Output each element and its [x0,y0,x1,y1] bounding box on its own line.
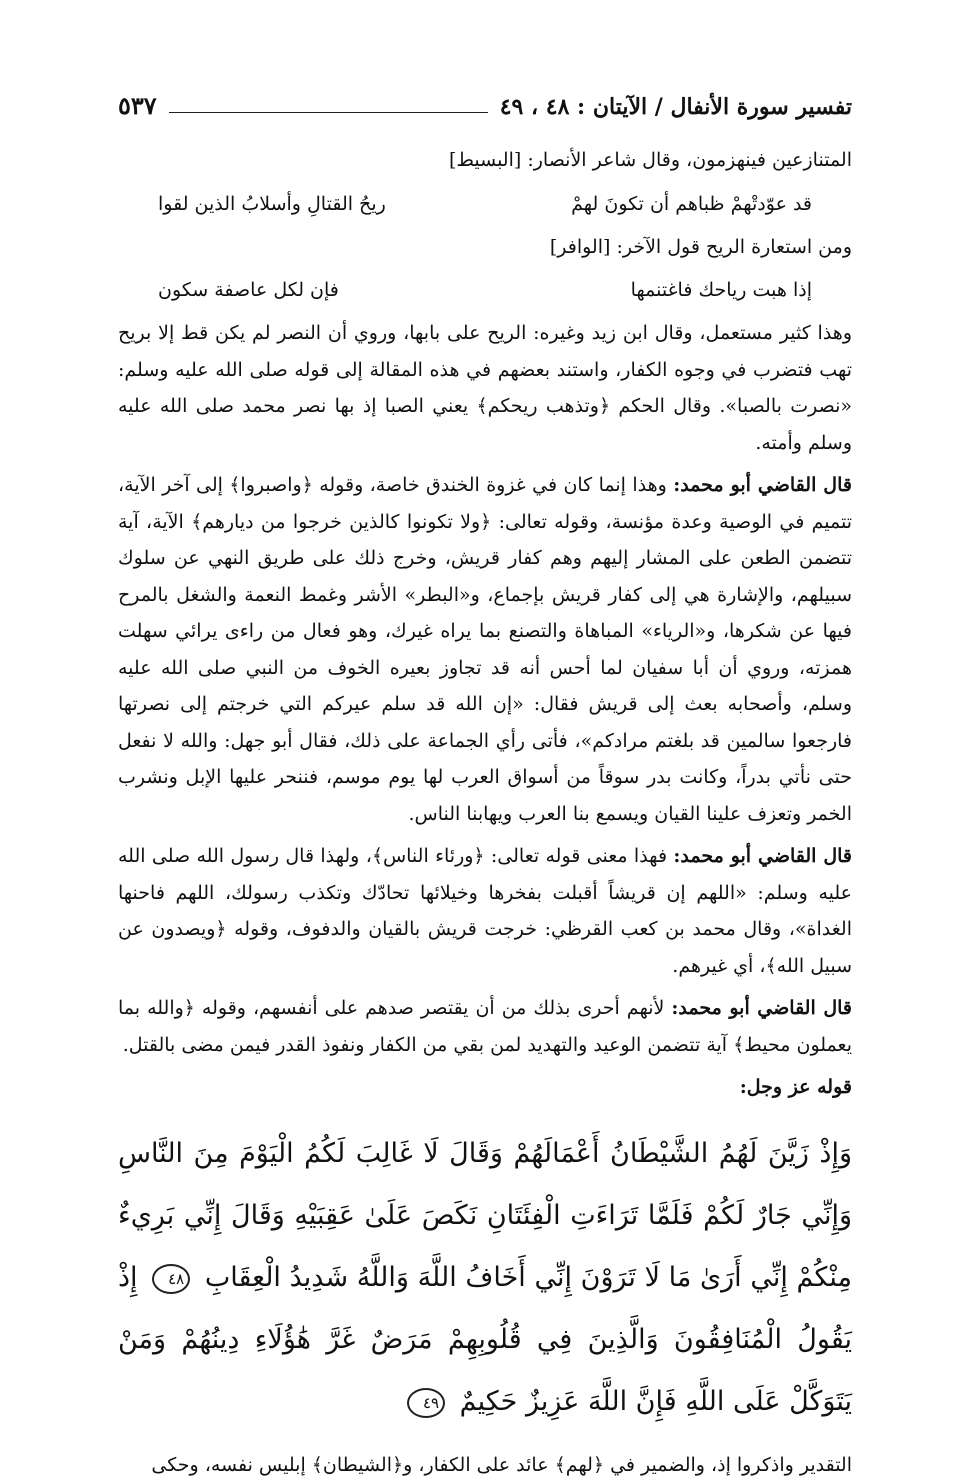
paragraph-4 [118,467,852,832]
page-number: ٥٣٧ [118,91,157,120]
verse-1-first-hemistich: قد عوّدتْهمْ ظباهم أن تكونَ لهمْ [571,192,812,215]
paragraph-1: المتنازعين فينهزمون، وقال شاعر الأنصار: [البسيط] [448,149,852,171]
verse-2-second-hemistich: فإن لكل عاصفة سكون [158,279,339,301]
section-intro: قوله عز وجل: [739,1076,852,1098]
ayah-48-marker: ٤٨ [152,1264,190,1294]
ayah-48-text: وَإِذْ زَيَّنَ لَهُمُ الشَّيْطَانُ أَعْمَالَهُمْ وَقَالَ لَا غَالِبَ لَكُمُ الْيَوْمَ مِنَ النَّاسِ وَإِنِّي جَارٌ لَكُمْ فَلَمَّا تَرَاءَتِ الْفِئَتَانِ نَكَصَ عَلَىٰ عَقِبَيْهِ وَقَالَ إِنِّي بَرِيءٌ مِنْكُمْ إِنِّي أَرَىٰ مَا لَا تَرَوْنَ إِنِّي أَخَافُ اللَّهَ وَاللَّهُ شَدِيدُ الْعِقَابِ [118,1138,852,1293]
paragraph-3: وهذا كثير مستعمل، وقال ابن زيد وغيره: الريح على بابها، وروي أن النصر لم يكن قط إلا بريح تهب فتضرب في وجوه الكفار، واستند بعضهم في هذه المقالة إلى قوله صلى الله عليه وسلم: «نصرت بالصبا». وقال الحكم ﴿وتذهب ريحكم﴾ يعني الصبا إذ بها نصر محمد صلى الله عليه وسلم وأمته. [118,322,852,454]
paragraph-6 [118,990,852,1063]
verse-1-second-hemistich: ريحُ القتالِ وأسلابُ الذين لقوا [158,192,386,215]
running-header [118,82,852,120]
paragraph-7: التقدير واذكروا إذ، والضمير في ﴿لهم﴾ عائد على الكفار، و﴿الشيطان﴾ إبليس نفسه، وحكى [151,1454,852,1476]
quran-verses [118,1123,852,1433]
ayah-49-marker: ٤٩ [407,1388,445,1418]
commentator-lead: قال القاضي أبو محمد: [673,845,852,867]
paragraph-2: ومن استعارة الريح قول الآخر: [الوافر] [549,235,852,258]
poetry-verse-1 [118,179,852,229]
poetry-verse-2 [118,265,852,315]
header-rule [169,112,488,113]
commentator-lead: قال القاضي أبو محمد: [671,997,853,1019]
verse-2-first-hemistich: إذا هبت رياحك فاغتنمها [630,279,812,301]
ayah-49-text: إِذْ يَقُولُ الْمُنَافِقُونَ وَالَّذِينَ فِي قُلُوبِهِمْ مَرَضٌ غَرَّ هَٰؤُلَاءِ دِينُهُمْ وَمَنْ يَتَوَكَّلْ عَلَى اللَّهِ فَإِنَّ اللَّهَ عَزِيزٌ حَكِيمٌ [118,1262,852,1417]
commentator-lead: قال القاضي أبو محمد: [673,474,852,496]
paragraph-5-text: فهذا معنى قوله تعالى: ﴿ورئاء الناس﴾، ولهذا قال رسول الله صلى الله عليه وسلم: «اللهم إن قريشاً أقبلت بفخرها وخيلائها تحادّك وتكذب رسولك، اللهم فاحنها الغداة»، وقال محمد بن كعب القرظي: خرجت قريش بالقيان والدفوف، وقوله ﴿ويصدون عن سبيل الله﴾، أي غيرهم. [118,845,852,977]
paragraph-5 [118,838,852,984]
paragraph-4-text: وهذا إنما كان في غزوة الخندق خاصة، وقوله ﴿واصبروا﴾ إلى آخر الآية، تتميم في الوصية وعدة مؤنسة، وقوله تعالى: ﴿ولا تكونوا كالذين خرجوا من ديارهم﴾ الآية، آية تتضمن الطعن على المشار إليهم وهم كفار قريش، وخرج ذلك على طريق النهي عن سلوك سبيلهم، والإشارة هي إلى كفار قريش بإجماع، و«البطر» الأشر وغمط النعمة والشغل بالمرح فيها عن شكرها، و«الرياء» المباهاة والتصنع بما يراه غيرك، وهو فعال من راءى يرائي سهلت همزته، وروي أن أبا سفيان لما أحس أنه قد تجاوز بعيره الخوف من النبي صلى الله عليه وسلم، وأصحابه بعث إلى قريش فقال: «إن الله قد سلم عيركم التي خرجتم إلى نصرتها فارجعوا سالمين قد بلغتم مرادكم»، فأتى رأي الجماعة على ذلك، فقال أبو جهل: والله لا نفعل حتى نأتي بدراً، وكانت بدر سوقاً من أسواق العرب لها يوم موسم، فننحر عليها الإبل ونشرب الخمر وتعزف علينا القيان ويسمع بنا العرب ويهابنا الناس. [118,474,852,825]
header-title: تفسير سورة الأنفال / الآيتان : ٤٨ ، ٤٩ [499,94,852,120]
paragraph-6-text: لأنهم أحرى بذلك من أن يقتصر صدهم على أنفسهم، وقوله ﴿والله بما يعملون محيط﴾ آية تتضمن الوعيد والتهديد لمن بقي من الكفار ونفوذ القدر فيمن مضى بالقتل. [118,997,852,1056]
